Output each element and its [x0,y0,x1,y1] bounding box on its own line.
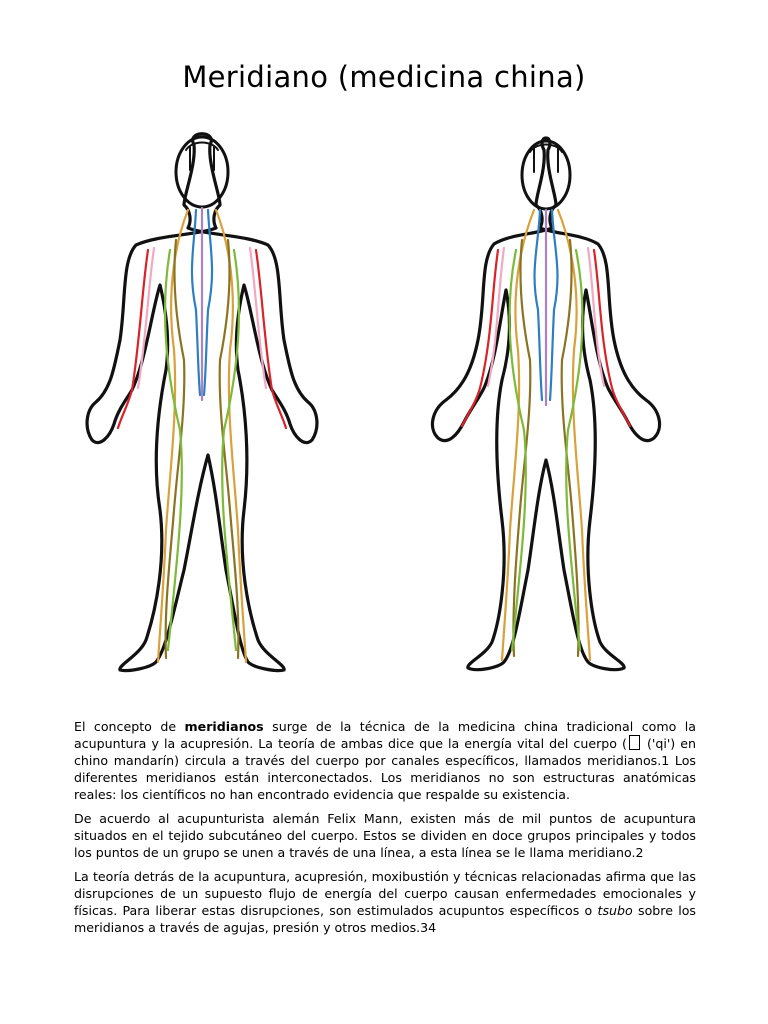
paragraph-2: De acuerdo al acupunturista alemán Felix Mann, existen más de mil puntos de acupuntura situados en el tejido subcutáneo del cuerpo. Estos se dividen en doce grupos principales y todos los puntos de un grupo se unen a través de una línea, a esta línea se le llama meridiano.2 [74,811,696,860]
male-meridian-blue-right [204,210,212,395]
male-figure [87,134,317,671]
male-head [176,137,228,207]
meridian-body-illustration [48,110,720,700]
article-body [74,718,696,943]
meridian-svg [48,110,720,700]
female-figure [432,138,659,670]
p3-post: sobre los meridianos a través de agujas, presión y otros medios.34 [74,903,696,935]
paragraph-1 [74,718,696,803]
female-head [522,141,570,209]
p1-post: ('qi') en chino mandarín) circula a través del cuerpo por canales específicos, llamados meridianos.1 Los diferentes meridianos están interconectados. Los meridianos no son estructuras anatómicas reales: los científicos no han encontrado evidencia que respalde su existencia. [74,736,696,802]
p3-italic-term: tsubo [597,903,633,918]
p3-pre: La teoría detrás de la acupuntura, acupresión, moxibustión y técnicas relacionadas afirma que las disrupciones de un supuesto flujo de energía del cuerpo causan enfermedades emocionales y físicas. Para liberar estas disrupciones, son estimulados acupuntos específicos o [74,869,696,918]
page-title: Meridiano (medicina china) [182,60,586,94]
p1-mid: surge de la técnica de la medicina china tradicional como la acupuntura y la acupresión. La teoría de ambas dice que la energía vital del cuerpo ( [74,719,696,751]
paragraph-3 [74,868,696,936]
male-meridian-blue-left [192,210,200,395]
female-meridian-blue-right [550,210,557,400]
male-meridian-teal-head [186,143,218,171]
p1-pre: El concepto de [74,719,185,734]
female-meridian-blue-left [535,210,542,400]
p1-bold-term: meridianos [184,719,264,734]
female-meridian-teal-head [530,145,562,173]
missing-glyph-icon [629,735,640,750]
